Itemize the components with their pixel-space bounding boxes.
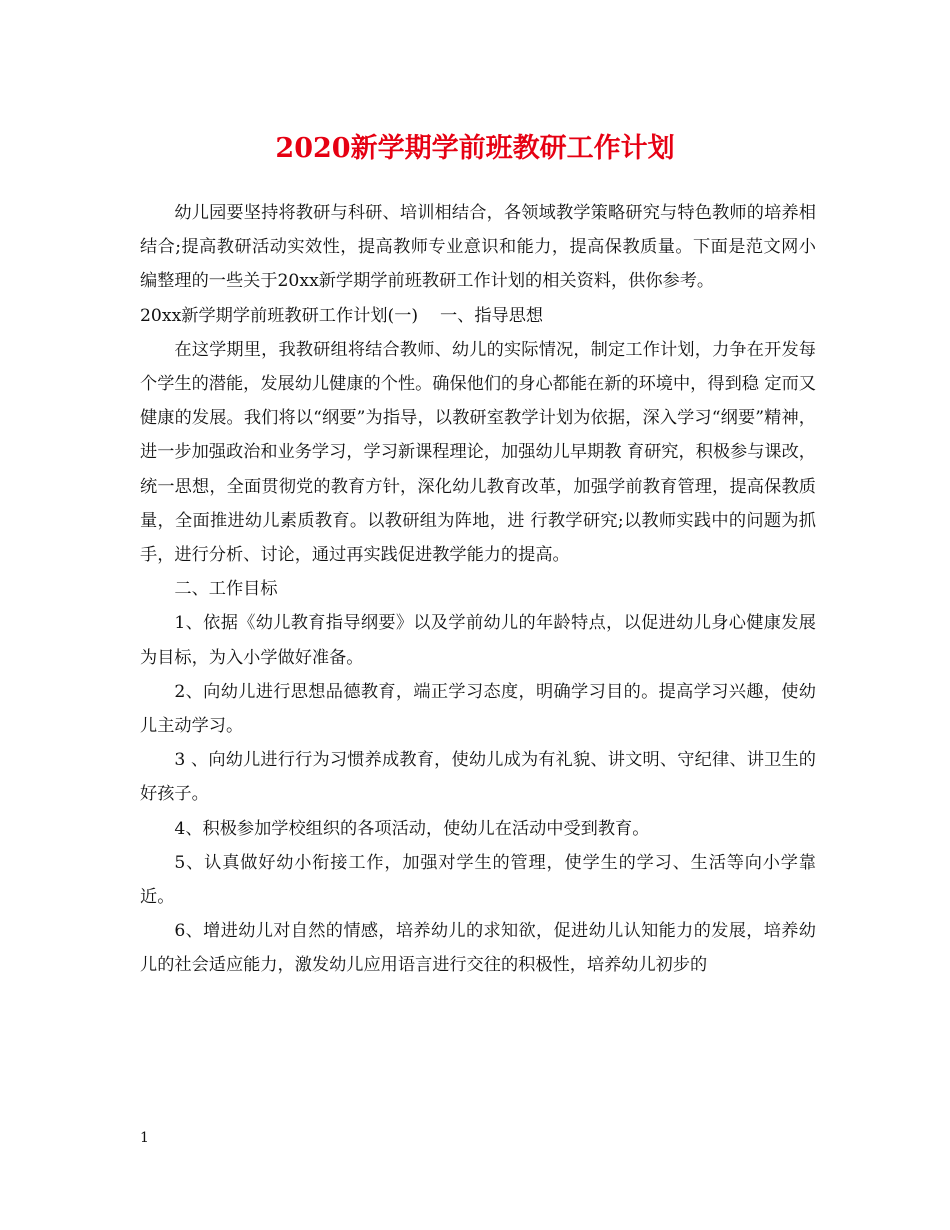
goal-item-3: 3 、向幼儿进行行为习惯养成教育，使幼儿成为有礼貌、讲文明、守纪律、讲卫生的好孩子。 bbox=[140, 750, 816, 805]
section-heading-work-goals: 二、工作目标 bbox=[174, 579, 278, 600]
section-heading-plan-one: 20xx新学期学前班教研工作计划(一) 一、指导思想 bbox=[140, 305, 544, 326]
page-number: 1 bbox=[140, 1130, 149, 1146]
document-title: 2020新学期学前班教研工作计划 bbox=[275, 133, 675, 164]
guiding-thought-paragraph: 在这学期里，我教研组将结合教师、幼儿的实际情况，制定工作计划，力争在开发每个学生的潜能，发展幼儿健康的个性。确保他们的身心都能在新的环境中，得到稳 定而又健康的发展。我们将以“纲要”为指导，以教研室教学计划为依据，深入学习“纲要”精神，进一步加强政治和业务学习，学习新课程理论，加强幼儿早期教 育研究，积极参与课改，统一思想，全面贯彻党的教育方针，深化幼儿教育改革，加强学前教育管理，提高保教质量，全面推进幼儿素质教育。以教研组为阵地，进 行教学研究;以教师实践中的问题为抓手，进行分析、讨论，通过再实践促进教学能力的提高。 bbox=[140, 339, 816, 566]
goal-item-6: 6、增进幼儿对自然的情感，培养幼儿的求知欲，促进幼儿认知能力的发展，培养幼儿的社会适应能力，激发幼儿应用语言进行交往的积极性，培养幼儿初步的 bbox=[140, 921, 816, 976]
goal-item-2: 2、向幼儿进行思想品德教育，端正学习态度，明确学习目的。提高学习兴趣，使幼儿主动学习。 bbox=[140, 681, 816, 737]
goal-item-4: 4、积极参加学校组织的各项活动，使幼儿在活动中受到教育。 bbox=[174, 818, 650, 839]
goal-item-5: 5、认真做好幼小衔接工作，加强对学生的管理，使学生的学习、生活等向小学靠近。 bbox=[140, 852, 816, 908]
goal-item-1: 1、依据《幼儿教育指导纲要》以及学前幼儿的年龄特点，以促进幼儿身心健康发展为目标，为入小学做好准备。 bbox=[140, 613, 816, 668]
document-body bbox=[140, 196, 816, 983]
intro-paragraph: 幼儿园要坚持将教研与科研、培训相结合，各领域教学策略研究与特色教师的培养相结合;提高教研活动实效性，提高教师专业意识和能力，提高保教质量。下面是范文网小编整理的一些关于20xx新学期学前班教研工作计划的相关资料，供你参考。 bbox=[140, 203, 816, 292]
